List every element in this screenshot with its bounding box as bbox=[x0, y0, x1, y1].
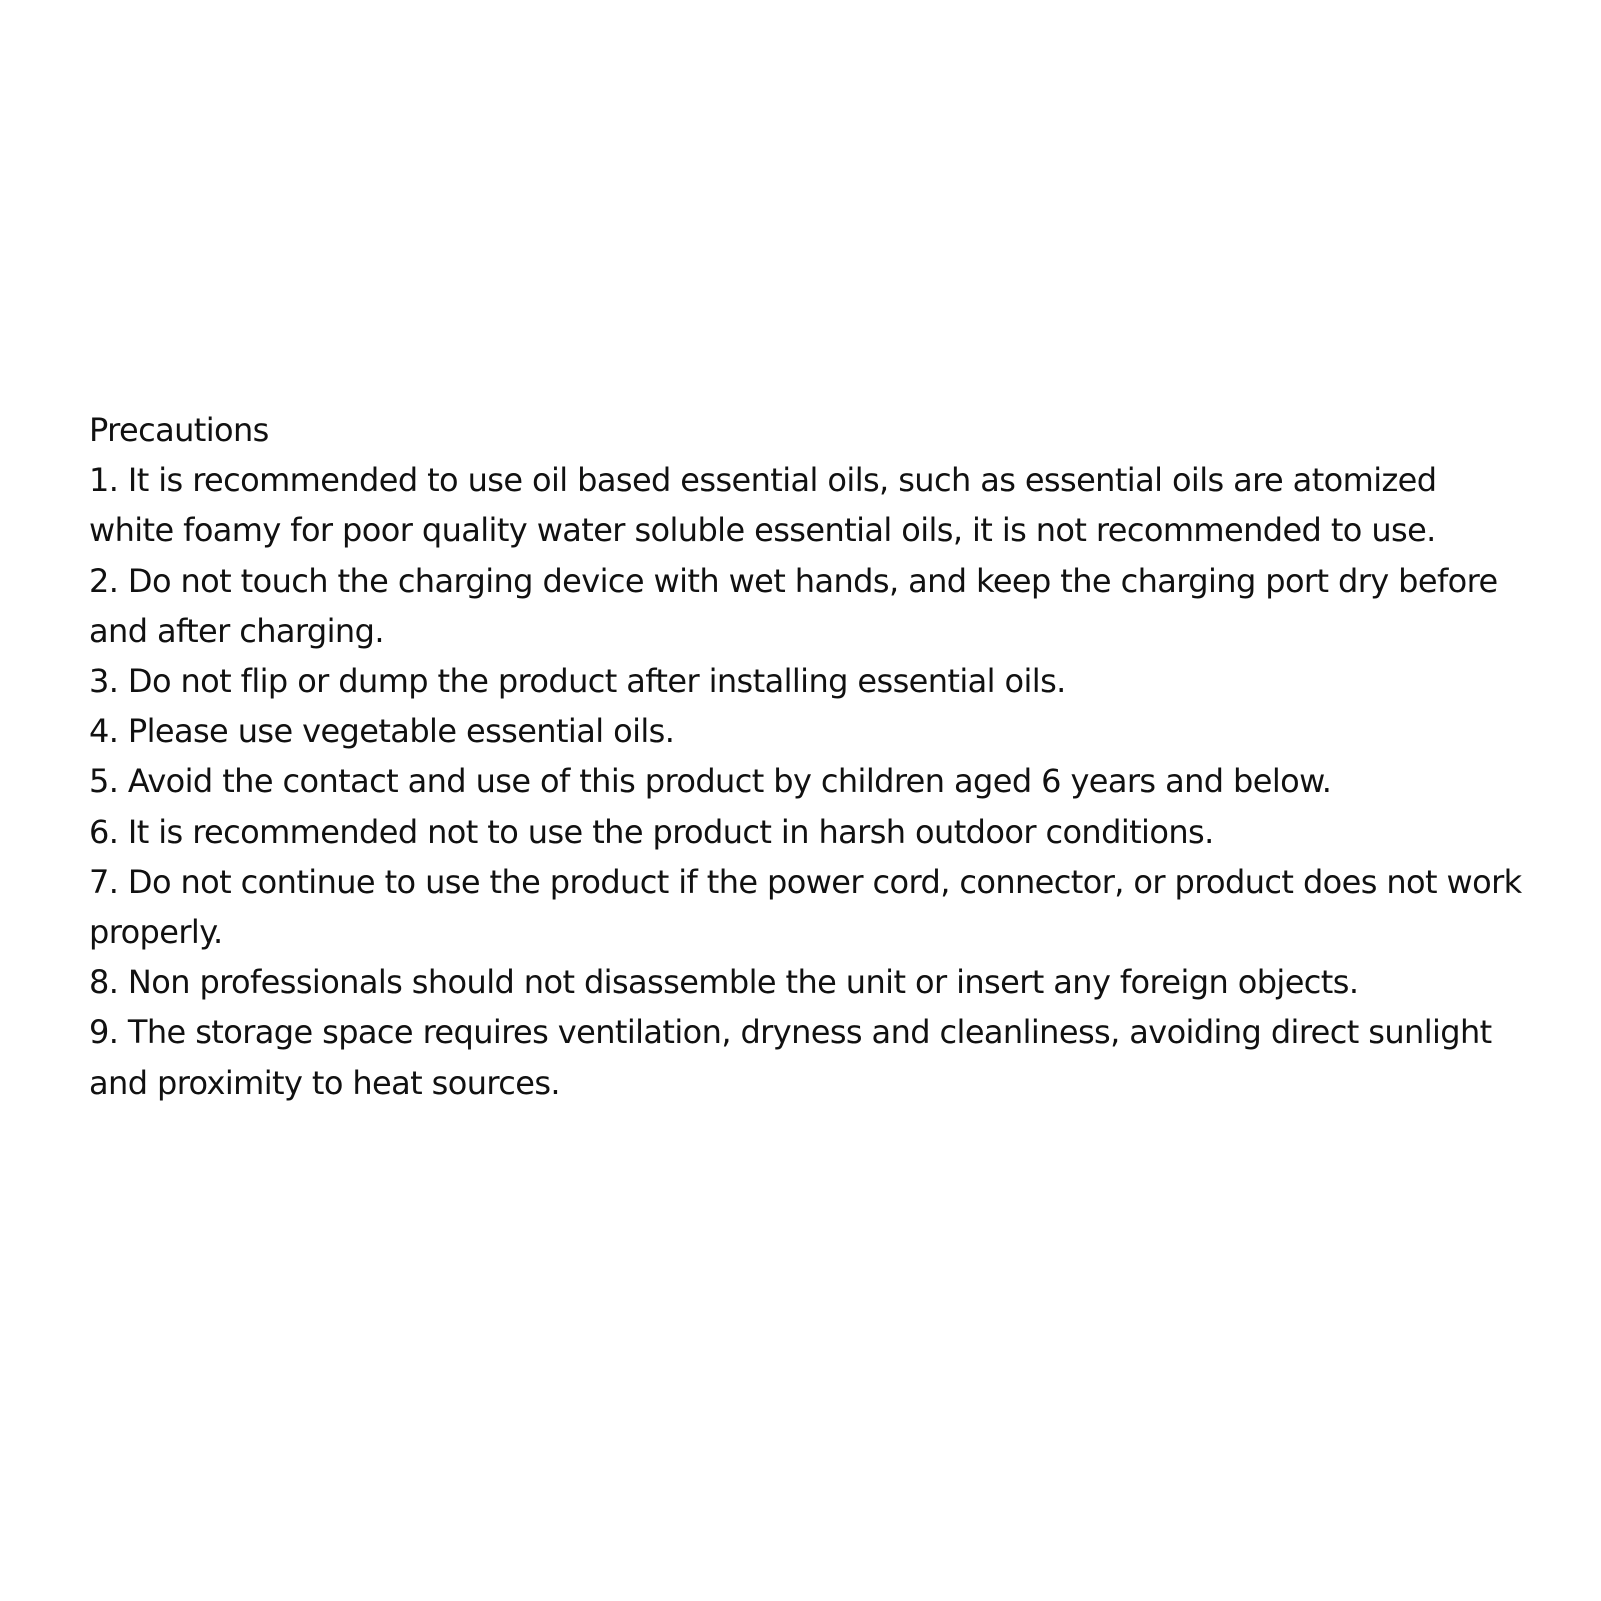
precaution-item-4: 4. Please use vegetable essential oils. bbox=[89, 712, 675, 751]
precautions-document bbox=[89, 405, 1529, 1108]
precaution-item-9: 9. The storage space requires ventilation, dryness and cleanliness, avoiding direct sunlight and proximity to heat sources. bbox=[89, 1013, 1492, 1102]
precaution-item-8: 8. Non professionals should not disassemble the unit or insert any foreign objects. bbox=[89, 963, 1359, 1002]
precaution-item-2: 2. Do not touch the charging device with wet hands, and keep the charging port dry before and after charging. bbox=[89, 561, 1498, 650]
document-title: Precautions bbox=[89, 411, 269, 449]
precaution-item-6: 6. It is recommended not to use the product in harsh outdoor conditions. bbox=[89, 812, 1214, 851]
precaution-item-3: 3. Do not flip or dump the product after installing essential oils. bbox=[89, 662, 1066, 701]
precaution-item-5: 5. Avoid the contact and use of this product by children aged 6 years and below. bbox=[89, 762, 1332, 801]
precaution-item-1: 1. It is recommended to use oil based essential oils, such as essential oils are atomized white foamy for poor quality water soluble essential oils, it is not recommended to use. bbox=[89, 461, 1437, 550]
precaution-item-7: 7. Do not continue to use the product if the power cord, connector, or product does not work properly. bbox=[89, 862, 1522, 952]
